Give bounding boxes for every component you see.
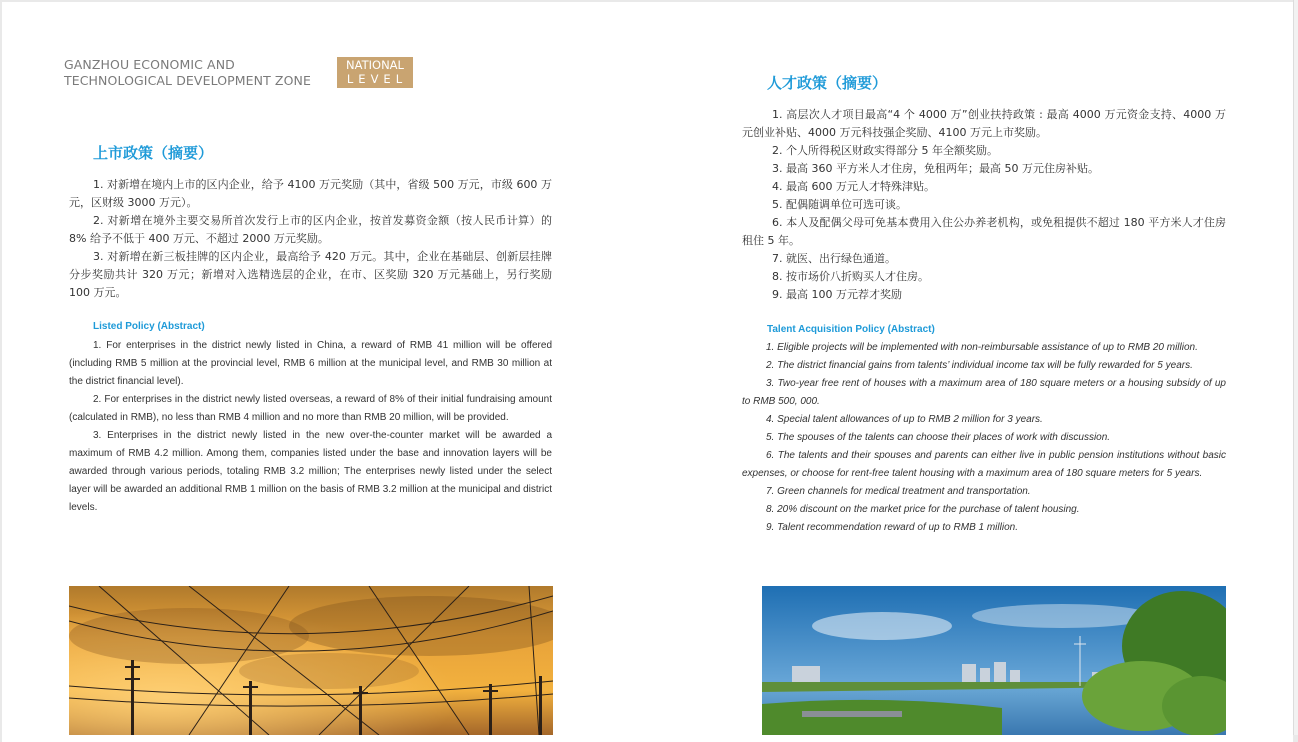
en-listed-item: 2. For enterprises in the district newly listed overseas, a reward of 8% of their initial fundraising amount (calculated in RMB), no less than RMB 4 million and no more than RMB 20 million, will be provided. bbox=[69, 394, 552, 423]
cn-talent-item: 4. 最高 600 万元人才特殊津贴。 bbox=[772, 180, 935, 193]
cn-listed-item: 1. 对新增在境内上市的区内企业，给予 4100 万元奖励（其中，省级 500 万元，市级 600 万元，区财级 3000 万元）。 bbox=[69, 178, 552, 209]
cn-talent-item: 3. 最高 360 平方米人才住房，免租两年；最高 50 万元住房补贴。 bbox=[772, 162, 1099, 175]
en-talent-item: 8. 20% discount on the market price for the purchase of talent housing. bbox=[766, 504, 1080, 515]
zone-title-line1: GANZHOU ECONOMIC AND bbox=[64, 57, 235, 72]
en-talent-item: 5. The spouses of the talents can choose their places of work with discussion. bbox=[766, 432, 1111, 443]
en-talent-item: 6. The talents and their spouses and parents can either live in public pension institutions without basic expenses, or choose for rent-free talent housing with a maximum area of 180 square meters for 5 years. bbox=[742, 450, 1226, 479]
en-talent-item: 4. Special talent allowances of up to RMB 2 million for 3 years. bbox=[766, 414, 1043, 425]
power-lines-sunset-photo bbox=[69, 586, 553, 735]
cn-talent-item: 9. 最高 100 万元荐才奖励 bbox=[772, 288, 902, 301]
cn-talent-item: 1. 高层次人才项目最高“4 个 4000 万”创业扶持政策 : 最高 4000 万元资金支持、4000 万元创业补贴、4000 万元科技强企奖励、4100 万元上市奖励。 bbox=[742, 108, 1226, 139]
listed-policy-cn-body bbox=[69, 176, 552, 302]
listed-policy-en-title: Listed Policy (Abstract) bbox=[93, 321, 205, 332]
en-talent-item: 9. Talent recommendation reward of up to RMB 1 million. bbox=[766, 522, 1018, 533]
en-listed-item: 3. Enterprises in the district newly listed in the new over-the-counter market will be awarded a maximum of RMB 4.2 million. Among them, companies listed under the base and innovation layers will be awarded through various periods, totaling RMB 3.2 million; The enterprises newly listed under the select layer will be awarded an additional RMB 1 million on the basis of RMB 3.2 million at the municipal and district levels. bbox=[69, 430, 552, 513]
en-talent-item: 2. The district financial gains from talents’ individual income tax will be fully rewarded for 5 years. bbox=[766, 360, 1193, 371]
en-talent-item: 3. Two-year free rent of houses with a maximum area of 180 square meters or a housing subsidy of up to RMB 500, 000. bbox=[742, 378, 1226, 407]
cn-talent-item: 5. 配偶随调单位可选可谈。 bbox=[772, 198, 907, 211]
national-level-badge bbox=[337, 57, 413, 88]
city-river-photo bbox=[762, 586, 1226, 735]
en-listed-item: 1. For enterprises in the district newly listed in China, a reward of RMB 41 million will be offered (including RMB 5 million at the provincial level, RMB 6 million at the municipal level, and RMB 30 million at the district financial level). bbox=[69, 340, 552, 387]
listed-policy-cn-title: 上市政策（摘要） bbox=[93, 144, 214, 162]
cn-talent-item: 6. 本人及配偶父母可免基本费用入住公办养老机构，或免租提供不超过 180 平方米人才住房租住 5 年。 bbox=[742, 216, 1226, 247]
talent-policy-en-title: Talent Acquisition Policy (Abstract) bbox=[767, 324, 935, 335]
talent-policy-cn-body bbox=[742, 106, 1226, 304]
talent-policy-en-body bbox=[742, 339, 1226, 537]
badge-line2: LEVEL bbox=[346, 72, 408, 86]
power-lines-sunset-image bbox=[69, 586, 553, 735]
cn-talent-item: 7. 就医、出行绿色通道。 bbox=[772, 252, 896, 265]
city-river-image bbox=[762, 586, 1226, 735]
listed-policy-en-body bbox=[69, 337, 552, 517]
cn-talent-item: 8. 按市场价八折购买人才住房。 bbox=[772, 270, 929, 283]
cn-listed-item: 3. 对新增在新三板挂牌的区内企业，最高给予 420 万元。其中，企业在基础层、创新层挂牌分步奖励共计 320 万元；新增对入选精选层的企业，在市、区奖励 320 万元基础上，另行奖励 100 万元。 bbox=[69, 250, 552, 299]
talent-policy-cn-title: 人才政策（摘要） bbox=[767, 74, 888, 92]
page-edge bbox=[1293, 0, 1298, 735]
zone-title-line2: TECHNOLOGICAL DEVELOPMENT ZONE bbox=[64, 73, 311, 88]
en-talent-item: 1. Eligible projects will be implemented with non-reimbursable assistance of up to RMB 20 million. bbox=[766, 342, 1198, 353]
zone-title bbox=[64, 57, 311, 89]
en-talent-item: 7. Green channels for medical treatment and transportation. bbox=[766, 486, 1031, 497]
badge-line1: NATIONAL bbox=[346, 58, 404, 72]
cn-talent-item: 2. 个人所得税区财政实得部分 5 年全额奖励。 bbox=[772, 144, 998, 157]
cn-listed-item: 2. 对新增在境外主要交易所首次发行上市的区内企业，按首发募资金额（按人民币计算）的 8% 给予不低于 400 万元、不超过 2000 万元奖励。 bbox=[69, 214, 552, 245]
